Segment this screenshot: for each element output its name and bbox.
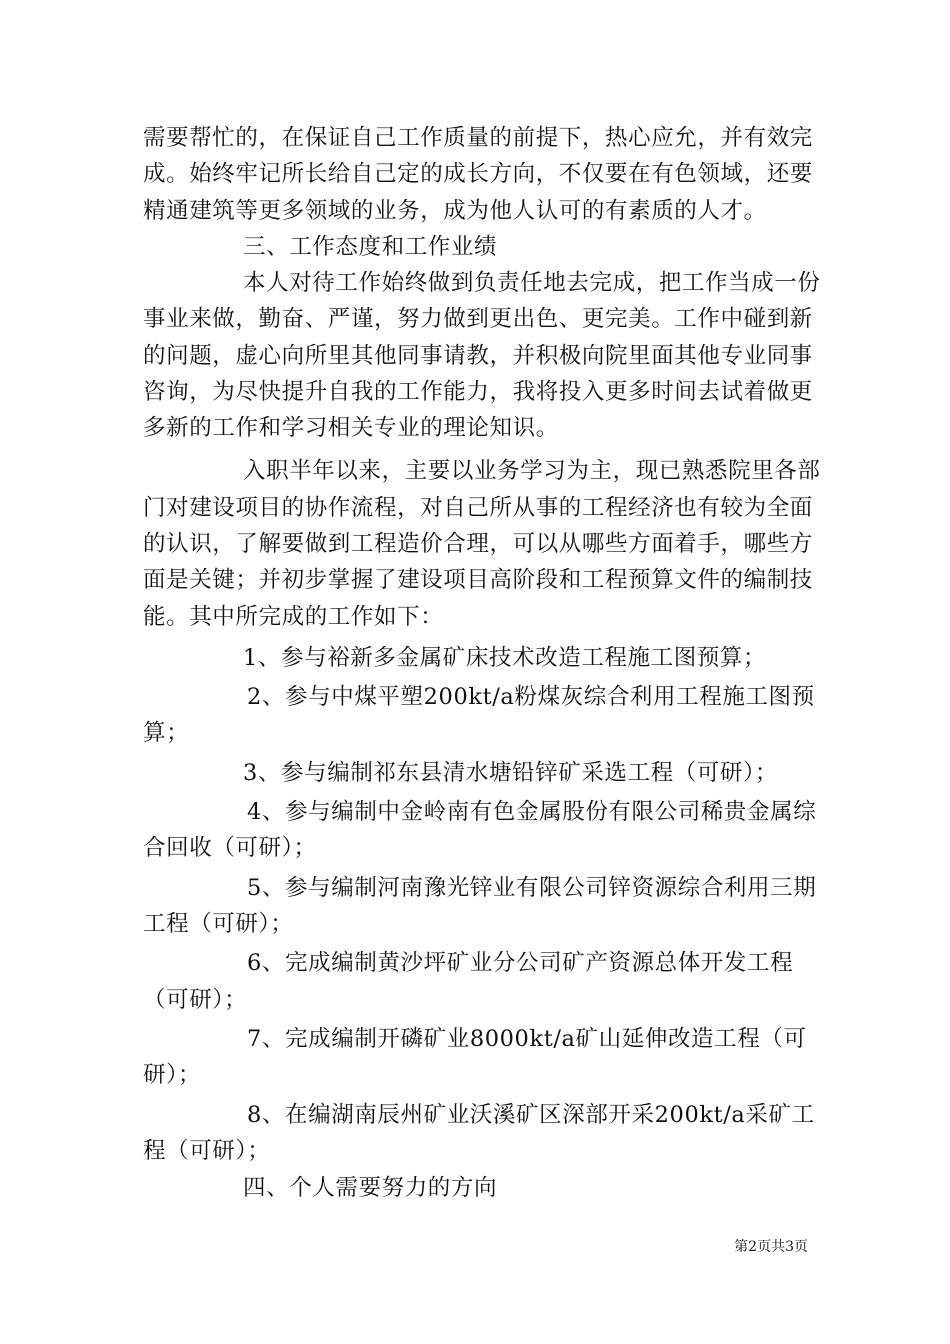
list-item: 8、在编湖南辰州矿业沃溪矿区深部开采200kt/a采矿工: [247, 1102, 815, 1128]
list-item: 1、参与裕新多金属矿床技术改造工程施工图预算；: [243, 645, 767, 671]
text-line: 的认识，了解要做到工程造价合理，可以从哪些方面着手，哪些方: [143, 531, 813, 557]
list-item: 4、参与编制中金岭南有色金属股份有限公司稀贵金属综: [247, 799, 817, 825]
text-line: 多新的工作和学习相关专业的理论知识。: [143, 415, 559, 441]
text-line: 入职半年以来，主要以业务学习为主，现已熟悉院里各部: [243, 458, 821, 484]
list-item-continuation: 研）；: [143, 1062, 202, 1088]
text-line: 成。始终牢记所长给自己定的成长方向，不仅要在有色领域，还要: [143, 161, 813, 187]
list-item: 5、参与编制河南豫光锌业有限公司锌资源综合利用三期: [247, 875, 817, 901]
text-line: 咨询，为尽快提升自我的工作能力，我将投入更多时间去试着做更: [143, 379, 813, 405]
list-item: 3、参与编制祁东县清水塘铅锌矿采选工程（可研）；: [243, 760, 778, 786]
text-line: 本人对待工作始终做到负责任地去完成，把工作当成一份: [243, 270, 821, 296]
list-item-continuation: 程（可研）；: [143, 1138, 271, 1164]
section-heading: 四、个人需要努力的方向: [243, 1175, 498, 1201]
text-line: 事业来做，勤奋、严谨，努力做到更出色、更完美。工作中碰到新: [143, 306, 813, 332]
text-line: 面是关键；并初步掌握了建设项目高阶段和工程预算文件的编制技: [143, 567, 813, 593]
text-line: 门对建设项目的协作流程，对自己所从事的工程经济也有较为全面: [143, 495, 813, 521]
text-line: 需要帮忙的，在保证自己工作质量的前提下，热心应允，并有效完: [143, 125, 813, 151]
list-item-continuation: 合回收（可研）；: [143, 835, 317, 861]
text-line: 的问题，虚心向所里其他同事请教，并积极向院里面其他专业同事: [143, 343, 813, 369]
list-item: 6、完成编制黄沙坪矿业分公司矿产资源总体开发工程: [247, 950, 794, 976]
list-item-continuation: （可研）；: [143, 987, 248, 1013]
section-heading: 三、工作态度和工作业绩: [243, 234, 498, 260]
list-item-continuation: 工程（可研）；: [143, 911, 294, 937]
list-item: 2、参与中煤平塑200kt/a粉煤灰综合利用工程施工图预: [247, 684, 815, 710]
page-number-footer: 第2页共3页: [734, 1239, 808, 1255]
list-item: 7、完成编制开磷矿业8000kt/a矿山延伸改造工程（可: [247, 1026, 807, 1052]
text-line: 精通建筑等更多领域的业务，成为他人认可的有素质的人才。: [143, 198, 767, 224]
text-line: 能。其中所完成的工作如下：: [143, 604, 444, 630]
list-item-continuation: 算；: [143, 720, 190, 746]
